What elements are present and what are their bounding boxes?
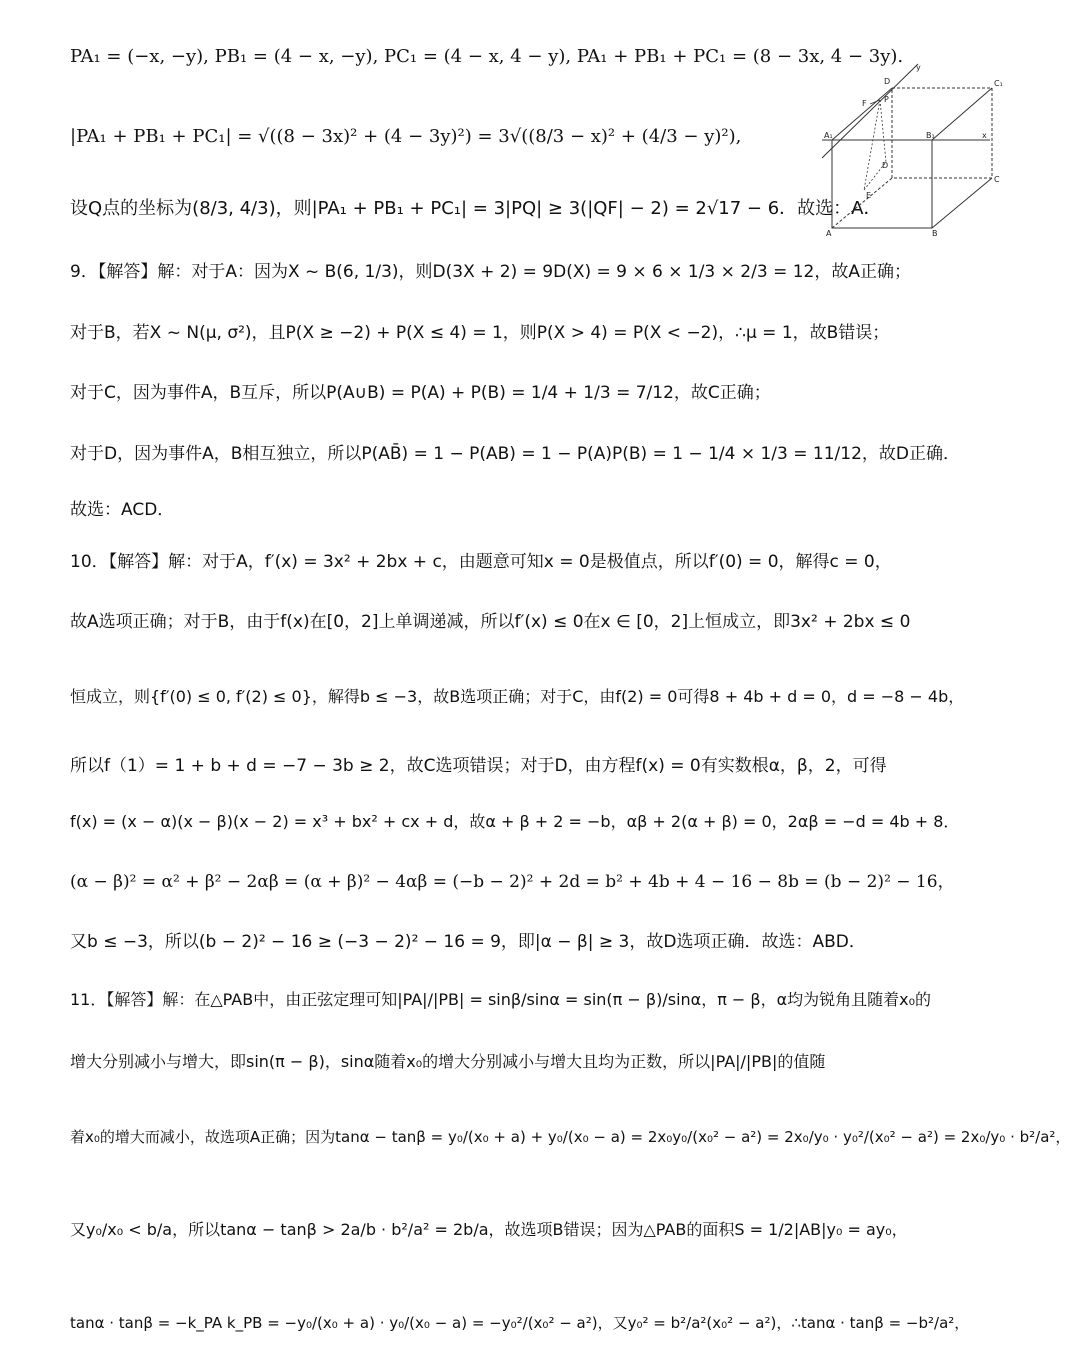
label-C1: C₁: [994, 79, 1003, 88]
text-line-20: tanα · tanβ = −k_PA k_PB = −y₀/(x₀ + a) · y₀/(x₀ − a) = −y₀²/(x₀² − a²)，又y₀² = b²/a²(x₀² − a²)，∴tanα · tanβ = −b²/a²，: [70, 1314, 970, 1332]
label-B: B: [932, 229, 938, 238]
label-D: D: [882, 161, 889, 170]
text-line-15: 又b ≤ −3，所以(b − 2)² − 16 ≥ (−3 − 2)² − 16 = 9，即|α − β| ≥ 3，故D选项正确．故选：ABD．: [70, 932, 866, 952]
text-line-7: 对于D，因为事件A，B相互独立，所以P(AB̄) = 1 − P(AB) = 1 − P(A)P(B) = 1 − 1/4 × 1/3 = 11/12，故D正确．: [70, 444, 960, 464]
y-axis: [822, 64, 918, 158]
label-F: F: [862, 99, 867, 108]
text-line-14: (α − β)² = α² + β² − 2αβ = (α + β)² − 4αβ = (−b − 2)² + 2d = b² + 4b + 4 − 16 − 8b = (b − 2)² − 16，: [70, 872, 955, 892]
label-C: C: [994, 175, 1000, 184]
text-line-12: 所以f（1）= 1 + b + d = −7 − 3b ≥ 2，故C选项错误；对于D，由方程f(x) = 0有实数根α，β，2，可得: [70, 756, 887, 776]
label-A: A: [826, 229, 832, 238]
label-y: y: [916, 63, 921, 72]
label-A1: A₁: [824, 131, 833, 140]
text-line-10: 故A选项正确；对于B，由于f(x)在[0，2]上单调递减，所以f′(x) ≤ 0在x ∈ [0，2]上恒成立，即3x² + 2bx ≤ 0: [70, 612, 911, 632]
text-line-5: 对于B，若X ~ N(μ, σ²)，且P(X ≥ −2) + P(X ≤ 4) = 1，则P(X > 4) = P(X < −2)，∴μ = 1，故B错误；: [70, 323, 890, 343]
text-line-2: |PA₁ + PB₁ + PC₁| = √((8 − 3x)² + (4 − 3y)²) = 3√((8/3 − x)² + (4/3 − y)²),: [70, 126, 742, 147]
text-line-13: f(x) = (x − α)(x − β)(x − 2) = x³ + bx² + cx + d，故α + β + 2 = −b，αβ + 2(α + β) = 0，2αβ = −d = 4b + 8．: [70, 812, 960, 831]
text-line-16: 11．【解答】解：在△PAB中，由正弦定理可知|PA|/|PB| = sinβ/sinα = sin(π − β)/sinα，π − β，α均为锐角且随着x₀的: [70, 990, 932, 1009]
text-line-6: 对于C，因为事件A，B互斥，所以P(A∪B) = P(A) + P(B) = 1/4 + 1/3 = 7/12，故C正确；: [70, 383, 771, 403]
cube-diagram: [822, 58, 1014, 240]
text-line-19: 又y₀/x₀ < b/a，所以tanα − tanβ > 2a/b · b²/a² = 2b/a，故选项B错误；因为△PAB的面积S = 1/2|AB|y₀ = ay₀，: [70, 1220, 908, 1239]
label-B1: B₁: [926, 131, 935, 140]
label-P: P: [884, 95, 889, 104]
label-D1: D: [884, 77, 891, 86]
text-line-17: 增大分别减小与增大，即sin(π − β)，sinα随着x₀的增大分别减小与增大且均为正数，所以|PA|/|PB|的值随: [70, 1052, 826, 1071]
cube-diagram-svg: [822, 58, 1014, 240]
label-x: x: [982, 131, 987, 140]
text-line-9: 10．【解答】解：对于A，f′(x) = 3x² + 2bx + c，由题意可知x = 0是极值点，所以f′(0) = 0，解得c = 0，: [70, 552, 892, 572]
text-line-11: 恒成立，则{f′(0) ≤ 0, f′(2) ≤ 0}，解得b ≤ −3，故B选项正确；对于C，由f(2) = 0可得8 + 4b + d = 0，d = −8 − 4b，: [70, 687, 965, 706]
text-line-1: PA₁ = (−x, −y), PB₁ = (4 − x, −y), PC₁ = (4 − x, 4 − y), PA₁ + PB₁ + PC₁ = (8 − 3x, 4 − 3y).: [70, 46, 904, 67]
text-line-4: 9．【解答】解：对于A：因为X ~ B(6, 1/3)，则D(3X + 2) = 9D(X) = 9 × 6 × 1/3 × 2/3 = 12，故A正确；: [70, 262, 911, 282]
label-E: E: [866, 191, 872, 200]
front-face: [832, 140, 932, 228]
text-line-3: 设Q点的坐标为(8/3, 4/3)，则|PA₁ + PB₁ + PC₁| = 3|PQ| ≥ 3(|QF| − 2) = 2√17 − 6．故选：A．: [70, 198, 882, 219]
text-line-8: 故选：ACD．: [70, 500, 175, 520]
text-line-18: 着x₀的增大而减小，故选项A正确；因为tanα − tanβ = y₀/(x₀ + a) + y₀/(x₀ − a) = 2x₀y₀/(x₀² − a²) = 2x₀/y₀ · y₀²/(x₀² − a²) = 2x₀/y₀ · b²/a²，: [70, 1128, 1071, 1146]
